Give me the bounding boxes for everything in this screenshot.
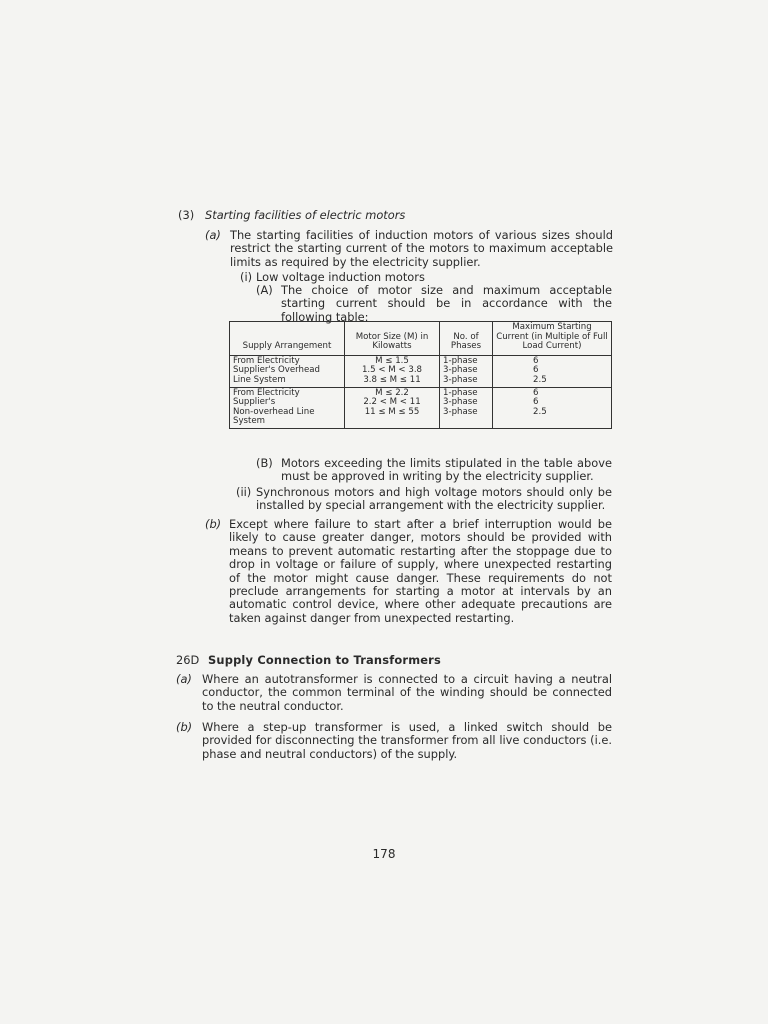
table-row (230, 355, 612, 387)
supply-line: Non-overhead Line (233, 406, 315, 417)
size-value: 3.8 ≤ M ≤ 11 (363, 374, 421, 385)
size-value: M ≤ 1.5 (375, 355, 409, 366)
item-a-text: The starting facilities of induction motors of various sizes should restrict the starting current of the motors to maximum acceptable limits as required by the electricity supplier. (230, 228, 613, 269)
phases-cell (440, 355, 493, 387)
item-b-text: Except where failure to start after a brief interruption would be likely to cause greater danger, motors should be provided with means to prevent automatic restarting after the stoppage due to drop in voltage or failure of supply, where unexpected restarting of the motor might cause danger. These requirements do not preclude arrangements for starting a motor at intervals by an automatic control device, where other adequate precautions are taken against danger from unexpected restarting. (229, 517, 612, 625)
current-cell (493, 387, 612, 428)
item-i-label: (i) (240, 270, 253, 284)
current-value: 6 (533, 365, 539, 376)
item-A-text: The choice of motor size and maximum acceptable starting current should be in accordance with the following table: (281, 283, 612, 324)
table-header-row (230, 322, 612, 356)
item-i-text: Low voltage induction motors (256, 270, 425, 284)
item-ii-label: (ii) (236, 485, 252, 499)
supply-line: Line System (233, 374, 286, 385)
phase-value: 1-phase (443, 387, 478, 398)
section-26d-number: 26D (176, 653, 200, 667)
section-3-title: Starting facilities of electric motors (205, 208, 406, 222)
current-cell (493, 355, 612, 387)
size-cell (345, 387, 440, 428)
item-ii-text: Synchronous motors and high voltage motors should only be installed by special arrangement with the electricity supplier. (256, 485, 612, 513)
size-value: 2.2 < M < 11 (363, 397, 421, 408)
page-number: 178 (372, 847, 396, 861)
supply-line: System (233, 416, 266, 427)
table-row (230, 387, 612, 428)
current-value: 6 (533, 355, 539, 366)
phase-value: 3-phase (443, 406, 478, 417)
header-max-current: Maximum Starting Current (in Multiple of Full Load Current) (493, 322, 612, 356)
phase-value: 1-phase (443, 355, 478, 366)
current-value: 6 (533, 397, 539, 408)
size-value: M ≤ 2.2 (375, 387, 409, 398)
item-26d-a-label: (a) (176, 672, 192, 686)
item-26d-b-label: (b) (176, 720, 193, 734)
size-cell (345, 355, 440, 387)
section-3-label: (3) (178, 208, 195, 222)
section-26d-title: Supply Connection to Transformers (208, 653, 441, 667)
supply-cell (230, 355, 345, 387)
supply-line: From Electricity (233, 387, 300, 398)
item-26d-a-text: Where an autotransformer is connected to a circuit having a neutral conductor, the common terminal of the winding should be connected to the neutral conductor. (202, 672, 612, 713)
item-B-label: (B) (256, 456, 273, 470)
phase-value: 3-phase (443, 365, 478, 376)
item-b-label: (b) (205, 517, 222, 531)
item-26d-b-text: Where a step-up transformer is used, a linked switch should be provided for disconnecting the transformer from all live conductors (i.e. phase and neutral conductors) of the supply. (202, 720, 612, 761)
item-A-label: (A) (256, 283, 273, 297)
item-B-text: Motors exceeding the limits stipulated in the table above must be approved in writing by the electricity supplier. (281, 456, 612, 484)
current-value: 6 (533, 387, 539, 398)
header-motor-size: Motor Size (M) in Kilowatts (345, 322, 440, 356)
current-value: 2.5 (533, 406, 547, 417)
supply-line: Supplier's Overhead (233, 365, 320, 376)
size-value: 1.5 < M < 3.8 (361, 365, 423, 376)
header-phases: No. of Phases (440, 322, 493, 356)
supply-line: From Electricity (233, 355, 300, 366)
size-value: 11 ≤ M ≤ 55 (364, 406, 420, 417)
phases-cell (440, 387, 493, 428)
header-supply-arrangement: Supply Arrangement (230, 322, 345, 356)
motor-starting-table (229, 321, 612, 429)
item-a-label: (a) (205, 228, 221, 242)
supply-cell (230, 387, 345, 428)
phase-value: 3-phase (443, 397, 478, 408)
current-value: 2.5 (533, 374, 547, 385)
phase-value: 3-phase (443, 374, 478, 385)
supply-line: Supplier's (233, 397, 276, 408)
